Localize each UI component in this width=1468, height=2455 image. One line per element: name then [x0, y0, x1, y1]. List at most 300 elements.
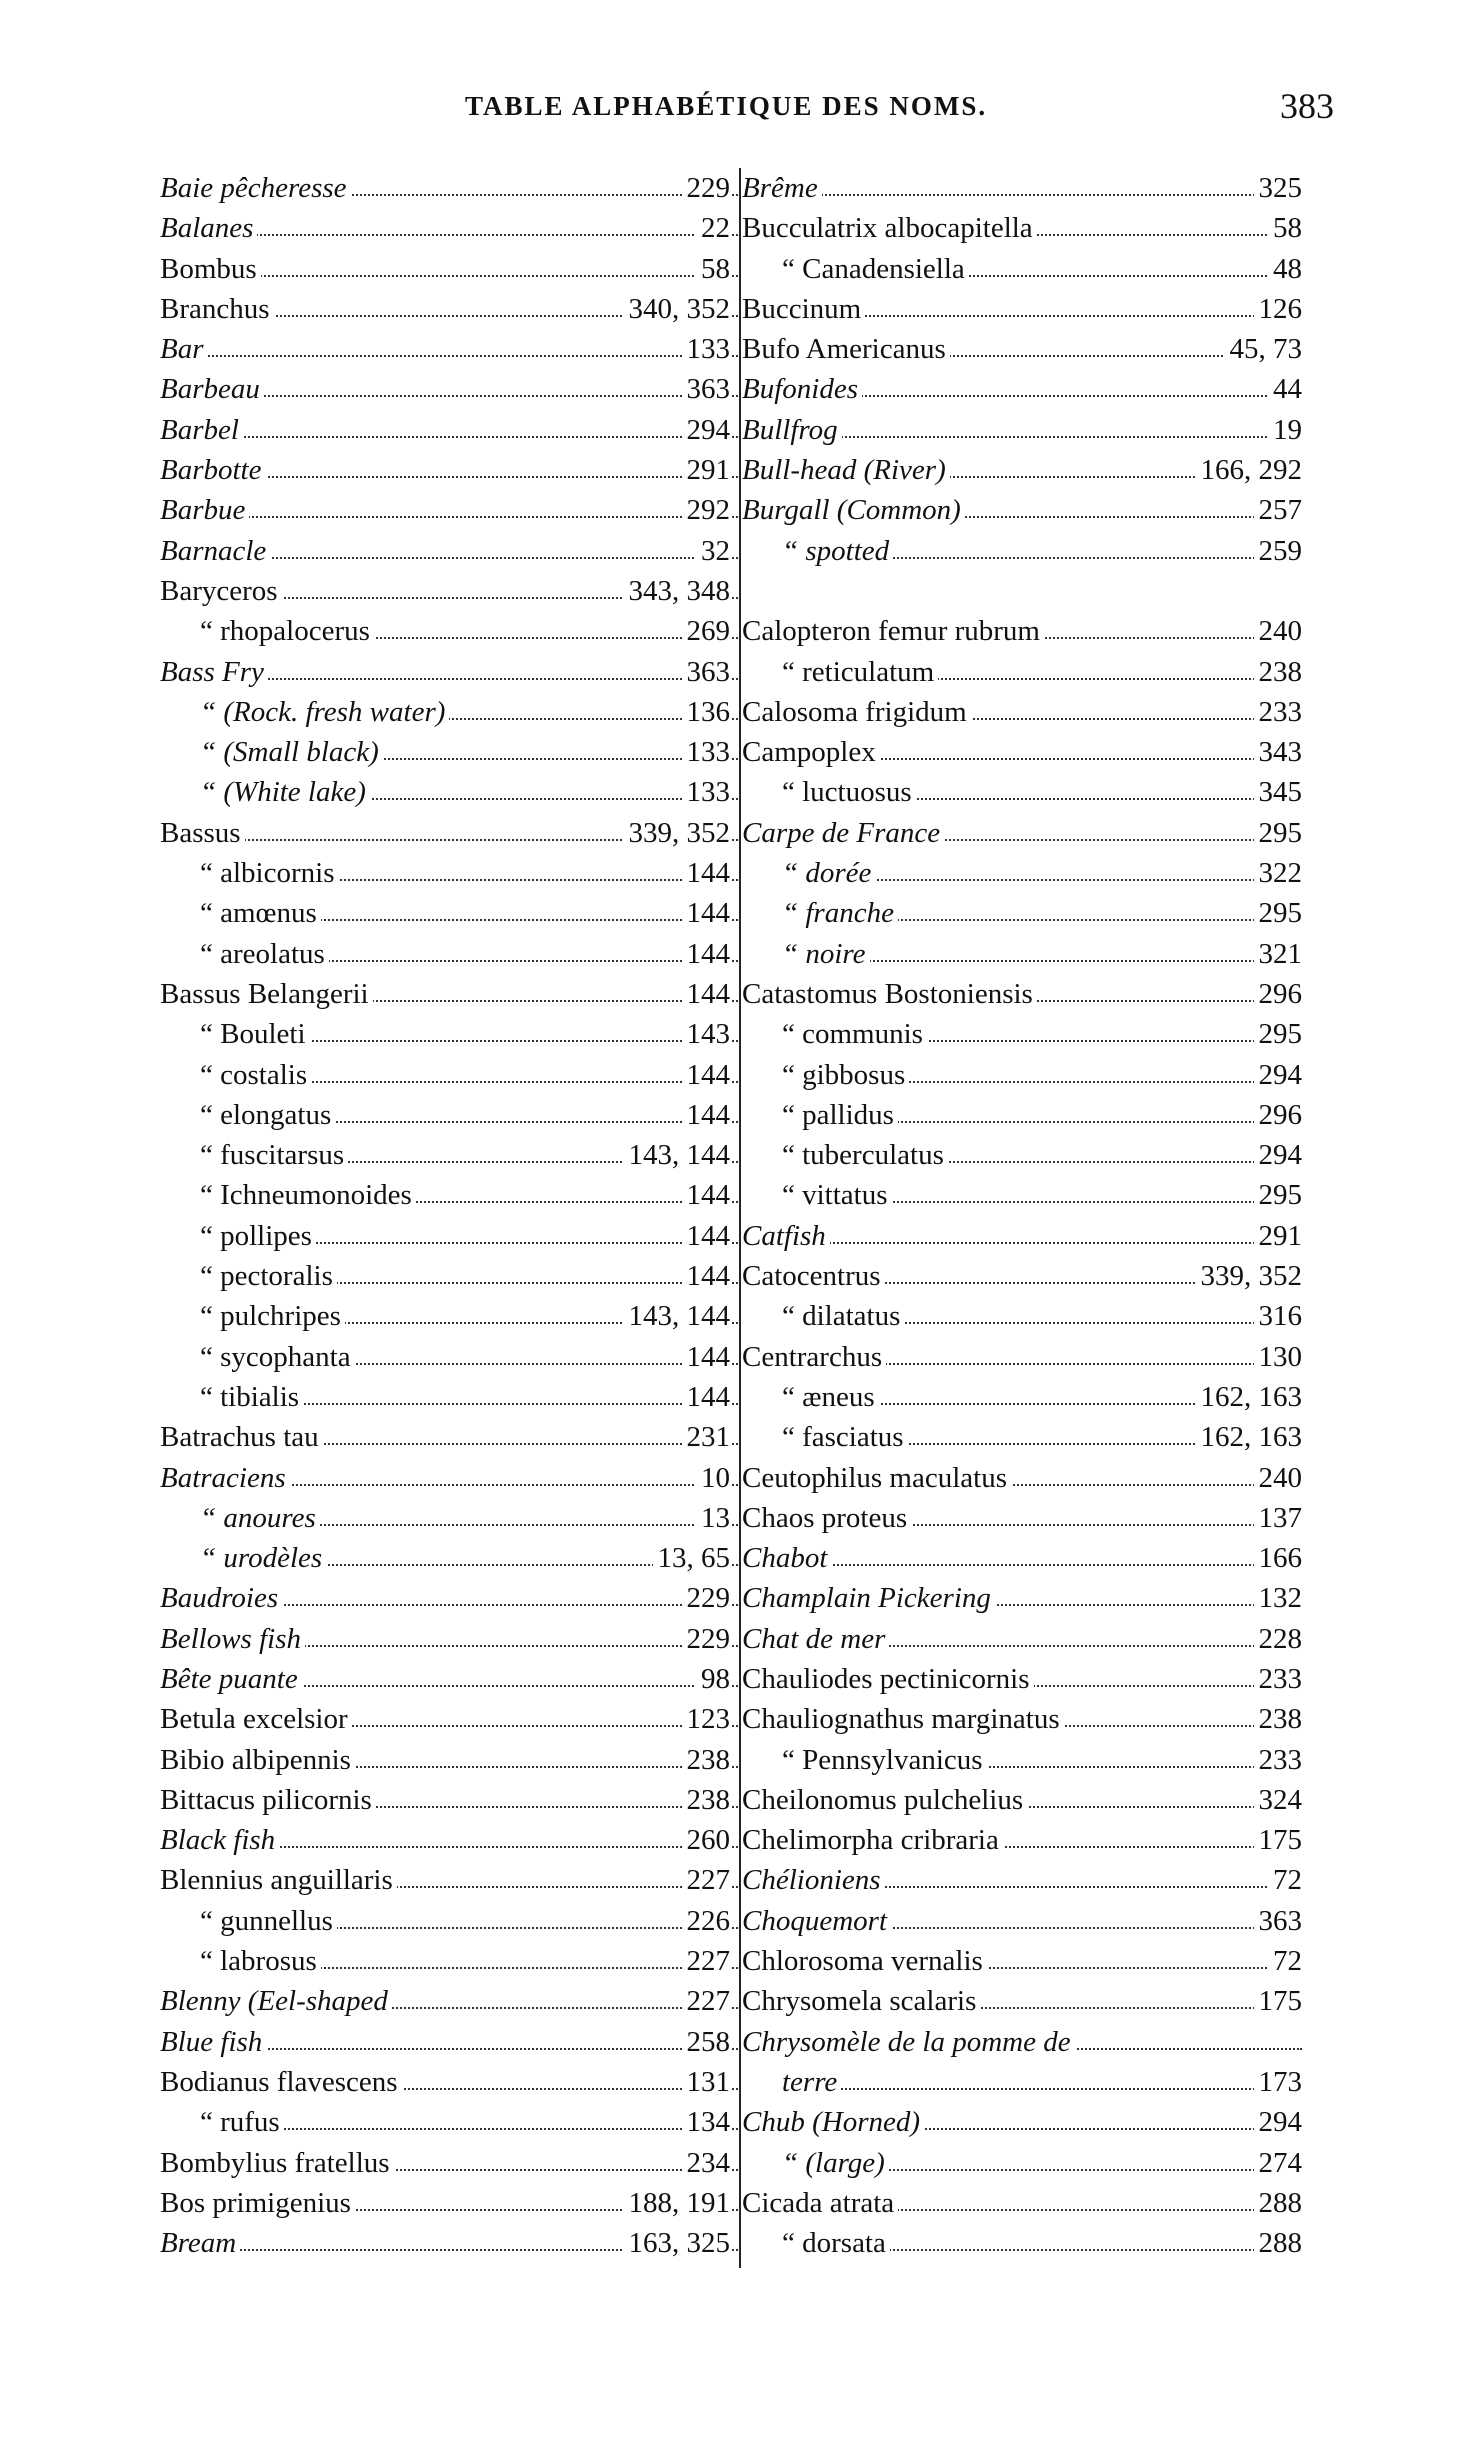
index-entry [160, 2022, 738, 2062]
entry-name: “ (Small black) [160, 732, 383, 772]
index-entry [742, 410, 1302, 450]
index-entry [742, 611, 1302, 651]
index-entry [742, 1699, 1302, 1739]
entry-pages: 227 [682, 1941, 731, 1981]
entry-name: Cheilonomus pulchelius [742, 1780, 1027, 1820]
entry-pages: 363 [682, 369, 731, 409]
entry-name: Centrarchus [742, 1337, 886, 1377]
entry-name: Campoplex [742, 732, 880, 772]
index-entry [742, 652, 1302, 692]
entry-pages: 240 [1254, 611, 1303, 651]
entry-name: “ fasciatus [742, 1417, 908, 1457]
entry-name: Blenny (Eel-shaped [160, 1981, 392, 2021]
entry-name: “ anoures [160, 1498, 320, 1538]
entry-pages: 238 [682, 1780, 731, 1820]
entry-name: “ albicornis [160, 853, 338, 893]
entry-name: “ tuberculatus [742, 1135, 948, 1175]
entry-pages: 234 [682, 2143, 731, 2183]
index-entry [742, 1417, 1302, 1457]
entry-name: “ costalis [160, 1055, 311, 1095]
entry-name: “ Pennsylvanicus [742, 1740, 987, 1780]
index-entry [742, 813, 1302, 853]
entry-name: Batrachus tau [160, 1417, 323, 1457]
entry-name: “ (Rock. fresh water) [160, 692, 449, 732]
index-entry [160, 934, 738, 974]
running-head [0, 86, 1468, 126]
index-entry [160, 1377, 738, 1417]
index-entry [160, 168, 738, 208]
entry-pages: 72 [1268, 1941, 1302, 1981]
index-entry [160, 410, 738, 450]
index-entry [742, 692, 1302, 732]
entry-name: Chat de mer [742, 1619, 889, 1659]
entry-name: Catastomus Bostoniensis [742, 974, 1037, 1014]
entry-name: “ dorée [742, 853, 875, 893]
entry-name: “ rhopalocerus [160, 611, 374, 651]
entry-pages: 58 [1268, 208, 1302, 248]
index-entry [160, 1740, 738, 1780]
entry-pages: 130 [1254, 1337, 1303, 1377]
entry-pages: 126 [1254, 289, 1303, 329]
entry-name: Barbeau [160, 369, 264, 409]
entry-name: Chub (Horned) [742, 2102, 924, 2142]
entry-name: Bellows fish [160, 1619, 305, 1659]
entry-name: Betula excelsior [160, 1699, 352, 1739]
entry-name: “ pulchripes [160, 1296, 345, 1336]
index-entry [742, 1740, 1302, 1780]
entry-pages: 143, 144 [624, 1135, 731, 1175]
dot-leader [160, 436, 738, 438]
entry-pages: 345 [1254, 772, 1303, 812]
index-entry [742, 531, 1302, 571]
entry-pages: 131 [682, 2062, 731, 2102]
index-entry [742, 2183, 1302, 2223]
entry-pages: 294 [1254, 1135, 1303, 1175]
page-number: 383 [1280, 86, 1334, 126]
entry-pages: 144 [682, 1337, 731, 1377]
entry-name: Bream [160, 2223, 240, 2263]
entry-pages: 233 [1254, 1659, 1303, 1699]
entry-pages: 144 [682, 1175, 731, 1215]
entry-name: “ reticulatum [742, 652, 938, 692]
entry-pages: 363 [682, 652, 731, 692]
entry-name: “ urodèles [160, 1538, 326, 1578]
entry-name: Calopteron femur rubrum [742, 611, 1044, 651]
index-entry [742, 1337, 1302, 1377]
entry-name: Ceutophilus maculatus [742, 1458, 1011, 1498]
entry-name: Chauliodes pectinicornis [742, 1659, 1034, 1699]
page-title: TABLE ALPHABÉTIQUE DES NOMS. [465, 91, 988, 121]
entry-pages: 295 [1254, 1175, 1303, 1215]
entry-name: “ pectoralis [160, 1256, 337, 1296]
index-entry [160, 1901, 738, 1941]
index-entry [742, 732, 1302, 772]
entry-name: “ sycophanta [160, 1337, 355, 1377]
entry-pages: 340, 352 [624, 289, 731, 329]
index-entry [742, 1498, 1302, 1538]
entry-pages: 123 [682, 1699, 731, 1739]
entry-pages: 238 [1254, 652, 1303, 692]
entry-pages: 233 [1254, 1740, 1303, 1780]
index-entry [742, 1055, 1302, 1095]
entry-pages: 292 [682, 490, 731, 530]
entry-name: Chaos proteus [742, 1498, 911, 1538]
entry-name: Bucculatrix albocapitella [742, 208, 1037, 248]
index-entry [742, 1981, 1302, 2021]
entry-name: “ dilatatus [742, 1296, 904, 1336]
entry-pages: 231 [682, 1417, 731, 1457]
entry-pages: 72 [1268, 1860, 1302, 1900]
index-entry [160, 1780, 738, 1820]
entry-pages: 269 [682, 611, 731, 651]
entry-name: “ luctuosus [742, 772, 916, 812]
index-entry [160, 1175, 738, 1215]
entry-pages: 229 [682, 168, 731, 208]
entry-pages: 137 [1254, 1498, 1303, 1538]
entry-name: “ Bouleti [160, 1014, 310, 1054]
index-entry [160, 1014, 738, 1054]
index-entry [742, 1659, 1302, 1699]
entry-pages: 162, 163 [1196, 1377, 1303, 1417]
entry-name: “ tibialis [160, 1377, 303, 1417]
index-entry [160, 208, 738, 248]
index-entry [742, 450, 1302, 490]
index-entry [160, 1699, 738, 1739]
entry-name: Chabot [742, 1538, 831, 1578]
entry-pages: 238 [1254, 1699, 1303, 1739]
index-entry [160, 652, 738, 692]
entry-pages: 143 [682, 1014, 731, 1054]
entry-name: “ dorsata [742, 2223, 890, 2263]
index-entry [160, 2062, 738, 2102]
entry-name: Chrysomèle de la pomme de [742, 2022, 1075, 2062]
entry-pages: 133 [682, 772, 731, 812]
entry-pages: 339, 352 [1196, 1256, 1303, 1296]
index-entry [742, 1135, 1302, 1175]
index-entry [160, 1256, 738, 1296]
entry-pages: 228 [1254, 1619, 1303, 1659]
entry-name: “ Ichneumonoides [160, 1175, 416, 1215]
index-entry [742, 1941, 1302, 1981]
entry-pages: 163, 325 [624, 2223, 731, 2263]
entry-name: Barbotte [160, 450, 266, 490]
entry-name: Champlain Pickering [742, 1578, 995, 1618]
index-entry [742, 1860, 1302, 1900]
entry-pages: 295 [1254, 813, 1303, 853]
entry-pages: 291 [682, 450, 731, 490]
index-entry [160, 249, 738, 289]
entry-pages: 144 [682, 934, 731, 974]
index-entry [742, 1014, 1302, 1054]
entry-name: Chélioniens [742, 1860, 885, 1900]
index-entry [160, 1095, 738, 1135]
index-entry [742, 2022, 1302, 2062]
entry-name: Barbel [160, 410, 243, 450]
entry-pages: 166, 292 [1196, 450, 1303, 490]
entry-pages: 144 [682, 1256, 731, 1296]
entry-name: “ vittatus [742, 1175, 892, 1215]
entry-pages: 22 [696, 208, 730, 248]
entry-pages: 13 [696, 1498, 730, 1538]
entry-pages: 10 [696, 1458, 730, 1498]
entry-name: Bittacus pilicornis [160, 1780, 376, 1820]
index-entry [742, 1458, 1302, 1498]
entry-name: “ gunnellus [160, 1901, 337, 1941]
index-entry [742, 490, 1302, 530]
index-entry [160, 974, 738, 1014]
entry-name: Chauliognathus marginatus [742, 1699, 1064, 1739]
entry-pages: 229 [682, 1578, 731, 1618]
entry-pages: 144 [682, 1216, 731, 1256]
index-entry [742, 1296, 1302, 1336]
entry-name: Branchus [160, 289, 274, 329]
entry-name: Baryceros [160, 571, 282, 611]
index-entry [160, 1820, 738, 1860]
entry-pages: 162, 163 [1196, 1417, 1303, 1457]
entry-pages: 133 [682, 732, 731, 772]
index-entry [742, 1256, 1302, 1296]
entry-pages: 19 [1268, 410, 1302, 450]
entry-pages: 343, 348 [624, 571, 731, 611]
entry-name: Brême [742, 168, 822, 208]
entry-name: “ communis [742, 1014, 927, 1054]
entry-pages: 363 [1254, 1901, 1303, 1941]
entry-pages: 233 [1254, 692, 1303, 732]
entry-name: Bête puante [160, 1659, 302, 1699]
index-entry [160, 329, 738, 369]
entry-pages: 144 [682, 1095, 731, 1135]
index-column-right [742, 168, 1302, 2263]
index-entry [160, 1498, 738, 1538]
entry-name: Bibio albipennis [160, 1740, 355, 1780]
entry-name: Buccinum [742, 289, 865, 329]
index-entry [160, 853, 738, 893]
entry-name: “ æneus [742, 1377, 879, 1417]
entry-name: Batraciens [160, 1458, 290, 1498]
entry-name: Blennius anguillaris [160, 1860, 397, 1900]
index-entry [160, 2183, 738, 2223]
entry-pages: 259 [1254, 531, 1303, 571]
entry-pages: 260 [682, 1820, 731, 1860]
entry-name: “ Canadensiella [742, 249, 969, 289]
entry-pages: 144 [682, 974, 731, 1014]
index-entry [742, 2062, 1302, 2102]
index-entry [160, 732, 738, 772]
index-entry [160, 2102, 738, 2142]
index-entry [742, 1578, 1302, 1618]
entry-pages: 173 [1254, 2062, 1303, 2102]
entry-name: Baudroies [160, 1578, 282, 1618]
entry-pages: 325 [1254, 168, 1303, 208]
entry-pages: 144 [682, 1377, 731, 1417]
index-entry [160, 531, 738, 571]
entry-name: “ areolatus [160, 934, 329, 974]
entry-pages: 296 [1254, 974, 1303, 1014]
index-entry [742, 934, 1302, 974]
entry-pages: 133 [682, 329, 731, 369]
entry-name: Bombylius fratellus [160, 2143, 394, 2183]
entry-name: “ fuscitarsus [160, 1135, 348, 1175]
entry-name: Catocentrus [742, 1256, 885, 1296]
index-entry [742, 2223, 1302, 2263]
entry-name: Carpe de France [742, 813, 944, 853]
index-entry [160, 1055, 738, 1095]
entry-name: Bass Fry [160, 652, 268, 692]
entry-name: Bullfrog [742, 410, 842, 450]
entry-pages: 343 [1254, 732, 1303, 772]
index-entry [160, 1417, 738, 1457]
entry-pages: 339, 352 [624, 813, 731, 853]
entry-pages: 288 [1254, 2183, 1303, 2223]
entry-pages: 321 [1254, 934, 1303, 974]
index-entry [742, 571, 1302, 611]
entry-name: Chrysomela scalaris [742, 1981, 980, 2021]
index-entry [160, 772, 738, 812]
entry-name: Bufo Americanus [742, 329, 950, 369]
entry-name: “ rufus [160, 2102, 284, 2142]
entry-name: Chlorosoma vernalis [742, 1941, 987, 1981]
entry-name: Bodianus flavescens [160, 2062, 402, 2102]
entry-name: Choquemort [742, 1901, 891, 1941]
column-divider [739, 168, 741, 2268]
index-entry [742, 1538, 1302, 1578]
index-entry [742, 974, 1302, 1014]
index-entry [160, 893, 738, 933]
entry-name: Barnacle [160, 531, 270, 571]
entry-pages: 175 [1254, 1820, 1303, 1860]
index-entry [160, 1458, 738, 1498]
entry-pages: 316 [1254, 1296, 1303, 1336]
index-entry [742, 168, 1302, 208]
dot-leader [742, 194, 1302, 196]
dot-leader [160, 355, 738, 357]
entry-pages: 294 [1254, 2102, 1303, 2142]
index-entry [742, 2143, 1302, 2183]
index-entry [160, 2143, 738, 2183]
entry-name: Bassus Belangerii [160, 974, 373, 1014]
entry-pages: 291 [1254, 1216, 1303, 1256]
entry-name: “ pallidus [742, 1095, 898, 1135]
index-entry [742, 1780, 1302, 1820]
index-entry [742, 1095, 1302, 1135]
entry-pages: 240 [1254, 1458, 1303, 1498]
entry-name: Black fish [160, 1820, 279, 1860]
entry-name: terre [742, 2062, 841, 2102]
entry-pages: 322 [1254, 853, 1303, 893]
entry-pages: 294 [1254, 1055, 1303, 1095]
entry-pages: 258 [682, 2022, 731, 2062]
entry-pages: 226 [682, 1901, 731, 1941]
index-entry [160, 1860, 738, 1900]
index-entry [742, 1619, 1302, 1659]
entry-pages: 45, 73 [1225, 329, 1303, 369]
index-entry [160, 369, 738, 409]
index-entry [160, 1659, 738, 1699]
entry-name: Baie pêcheresse [160, 168, 351, 208]
entry-name: Bull-head (River) [742, 450, 950, 490]
entry-pages: 296 [1254, 1095, 1303, 1135]
entry-pages: 294 [682, 410, 731, 450]
index-entry [742, 772, 1302, 812]
index-entry [160, 1135, 738, 1175]
index-entry [160, 450, 738, 490]
entry-name: “ elongatus [160, 1095, 335, 1135]
entry-pages: 188, 191 [624, 2183, 731, 2223]
index-entry [742, 329, 1302, 369]
index-entry [160, 1337, 738, 1377]
entry-name: Bos primigenius [160, 2183, 355, 2223]
entry-pages: 166 [1254, 1538, 1303, 1578]
entry-pages: 136 [682, 692, 731, 732]
entry-pages: 143, 144 [624, 1296, 731, 1336]
entry-pages: 324 [1254, 1780, 1303, 1820]
entry-pages: 295 [1254, 893, 1303, 933]
entry-name: Bar [160, 329, 208, 369]
index-entry [160, 1578, 738, 1618]
entry-name: Bassus [160, 813, 245, 853]
entry-pages: 257 [1254, 490, 1303, 530]
index-entry [160, 813, 738, 853]
entry-name: Catfish [742, 1216, 830, 1256]
entry-pages: 227 [682, 1981, 731, 2021]
entry-pages: 144 [682, 1055, 731, 1095]
entry-pages: 229 [682, 1619, 731, 1659]
index-entry [160, 2223, 738, 2263]
entry-name: “ noire [742, 934, 870, 974]
index-entry [160, 289, 738, 329]
index-entry [160, 1941, 738, 1981]
entry-name: “ labrosus [160, 1941, 321, 1981]
index-entry [742, 1175, 1302, 1215]
index-entry [160, 692, 738, 732]
index-entry [742, 208, 1302, 248]
index-entry [742, 853, 1302, 893]
entry-pages: 238 [682, 1740, 731, 1780]
entry-pages: 58 [696, 249, 730, 289]
index-entry [160, 1538, 738, 1578]
entry-name: “ (large) [742, 2143, 889, 2183]
entry-name: Barbue [160, 490, 249, 530]
entry-pages: 132 [1254, 1578, 1303, 1618]
entry-name: Cicada atrata [742, 2183, 898, 2223]
index-entry [742, 1901, 1302, 1941]
entry-name: Balanes [160, 208, 257, 248]
index-entry [160, 1296, 738, 1336]
entry-name: Bufonides [742, 369, 862, 409]
index-entry [742, 1216, 1302, 1256]
index-entry [160, 1981, 738, 2021]
entry-name: Burgall (Common) [742, 490, 965, 530]
index-entry [160, 571, 738, 611]
index-entry [160, 611, 738, 651]
entry-pages: 227 [682, 1860, 731, 1900]
index-entry [742, 1820, 1302, 1860]
index-entry [742, 893, 1302, 933]
entry-pages: 175 [1254, 1981, 1303, 2021]
entry-name: “ franche [742, 893, 898, 933]
entry-name: “ pollipes [160, 1216, 316, 1256]
entry-name: Calosoma frigidum [742, 692, 971, 732]
entry-name: “ (White lake) [160, 772, 370, 812]
entry-name: “ spotted [742, 531, 893, 571]
index-entry [742, 249, 1302, 289]
index-entry [160, 1216, 738, 1256]
entry-name: Chelimorpha cribraria [742, 1820, 1003, 1860]
entry-pages: 274 [1254, 2143, 1303, 2183]
entry-name: Blue fish [160, 2022, 266, 2062]
index-entry [160, 1619, 738, 1659]
entry-pages: 144 [682, 853, 731, 893]
